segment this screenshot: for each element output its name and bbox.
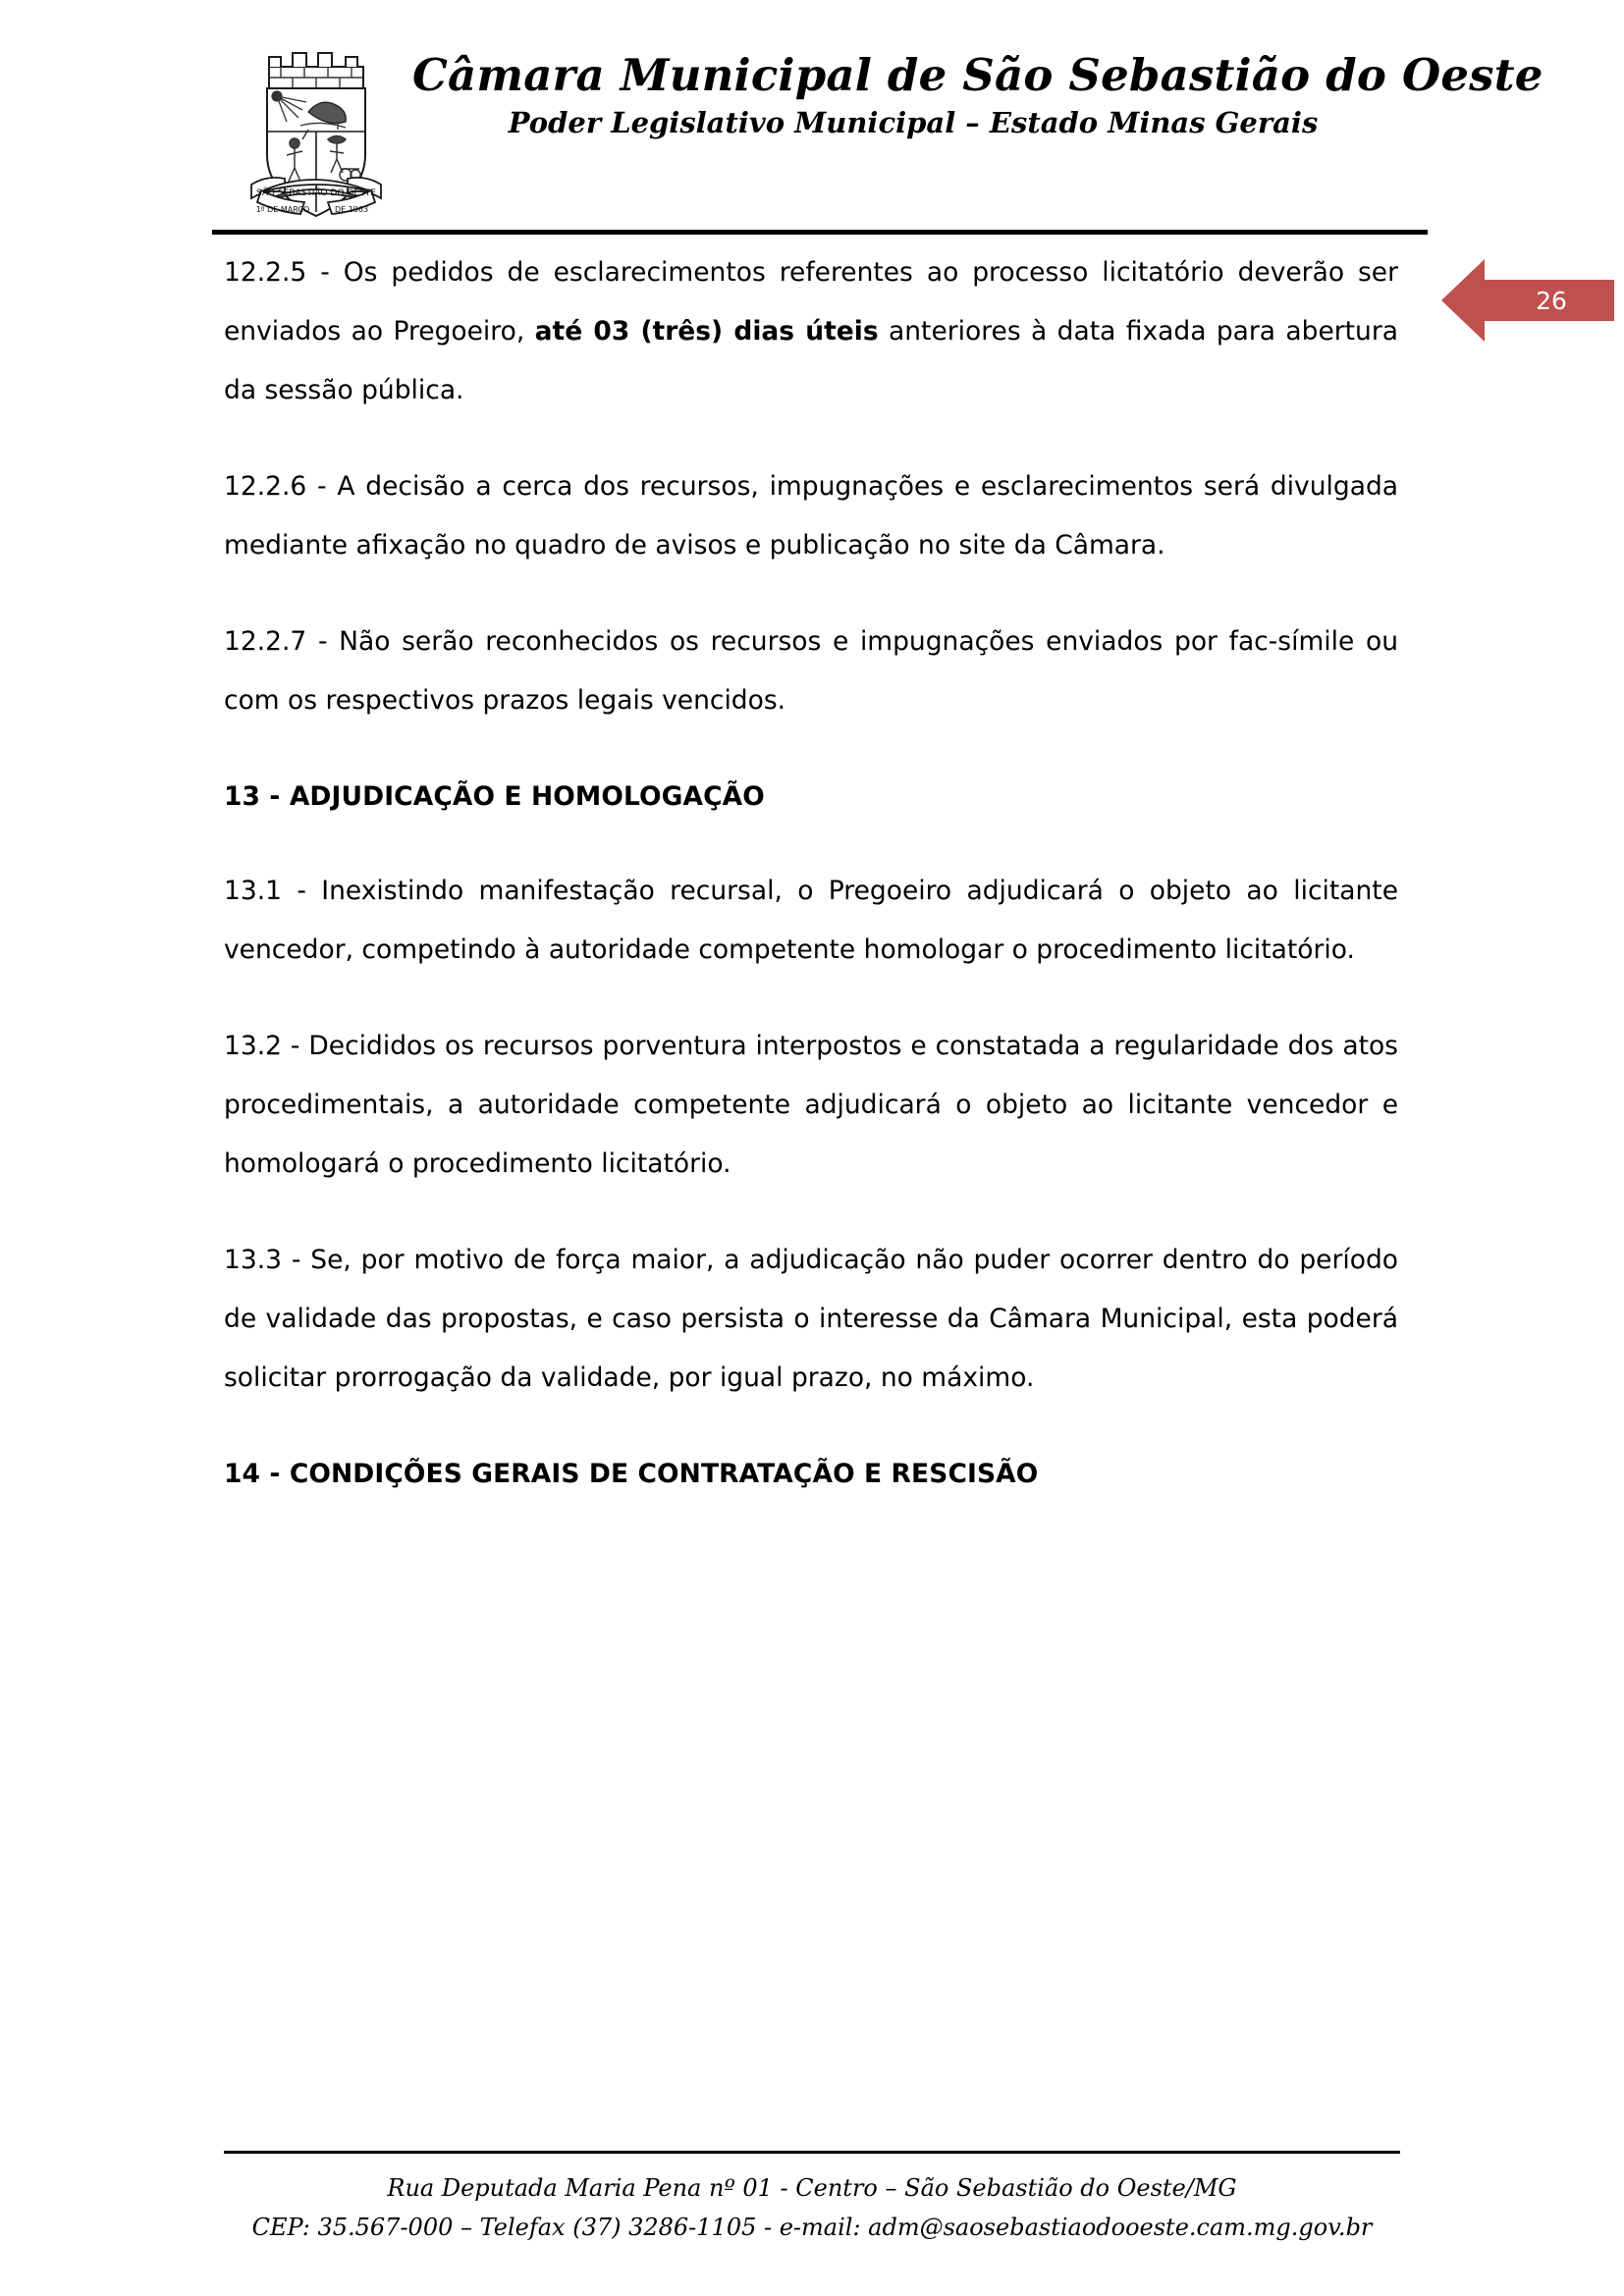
heading-13-adjudicacao-homologacao: 13 - ADJUDICAÇÃO E HOMOLOGAÇÃO: [224, 781, 765, 812]
footer-contact-info: [0, 2168, 1624, 2247]
paragraph-13-2: 13.2 - Decididos os recursos porventura interpostos e constatada a regularidade dos atos procedimentais, a autoridade competente adjudicará o objeto ao licitante vencedor e homologará o procedimento licitatório.: [224, 1031, 1398, 1179]
page-footer: [0, 2100, 1624, 2296]
heading-14-condicoes-gerais: 14 - CONDIÇÕES GERAIS DE CONTRATAÇÃO E RESCISÃO: [224, 1459, 1039, 1489]
organization-title: Câmara Municipal de São Sebastião do Oeste: [412, 49, 1543, 101]
paragraph-13-1: 13.1 - Inexistindo manifestação recursal, o Pregoeiro adjudicará o objeto ao licitante vencedor, competindo à autoridade competente homologar o procedimento licitatório.: [224, 876, 1398, 965]
paragraph-12-2-7: 12.2.7 - Não serão reconhecidos os recursos e impugnações enviados por fac-símile ou com os respectivos prazos legais vencidos.: [224, 626, 1398, 716]
paragraph-12-2-6: 12.2.6 - A decisão a cerca dos recursos, impugnações e esclarecimentos será divulgada mediante afixação no quadro de avisos e publicação no site da Câmara.: [224, 471, 1398, 561]
paragraph-12-2-5: [224, 243, 1398, 420]
svg-text:1º DE MARÇO: 1º DE MARÇO: [255, 205, 310, 214]
footer-divider: [224, 2151, 1400, 2154]
page-number-label: 26: [1536, 286, 1567, 315]
document-content: [224, 243, 1398, 1539]
coat-of-arms-icon: [244, 37, 389, 224]
paragraph-12-2-5-text-after: anteriores à data fixada para abertura da sessão pública.: [224, 316, 1398, 405]
header-titles: [412, 49, 1543, 140]
paragraph-12-2-5-text-before: 12.2.5 - Os pedidos de esclarecimentos referentes ao processo licitatório deverão ser enviados ao Pregoeiro,: [224, 257, 1398, 347]
organization-subtitle: Poder Legislativo Municipal – Estado Minas Gerais: [508, 106, 1319, 140]
svg-text:DE 1963: DE 1963: [334, 205, 369, 214]
svg-text:SÃO SEBASTIÃO DO OESTE: SÃO SEBASTIÃO DO OESTE: [256, 188, 376, 198]
header-divider: [212, 230, 1428, 235]
footer-address-line: Rua Deputada Maria Pena nº 01 - Centro – São Sebastião do Oeste/MG: [387, 2174, 1237, 2202]
page-header: [0, 0, 1624, 236]
page-number-arrow-marker: [1441, 253, 1614, 347]
paragraph-13-3: 13.3 - Se, por motivo de força maior, a adjudicação não puder ocorrer dentro do período de validade das propostas, e caso persista o interesse da Câmara Municipal, esta poderá solicitar prorrogação da validade, por igual prazo, no máximo.: [224, 1245, 1398, 1393]
footer-contact-line: CEP: 35.567-000 – Telefax (37) 3286-1105 - e-mail: adm@saosebastiaodooeste.cam.mg.gov.br: [251, 2214, 1373, 2241]
paragraph-12-2-5-text-bold: até 03 (três) dias úteis: [534, 316, 879, 347]
